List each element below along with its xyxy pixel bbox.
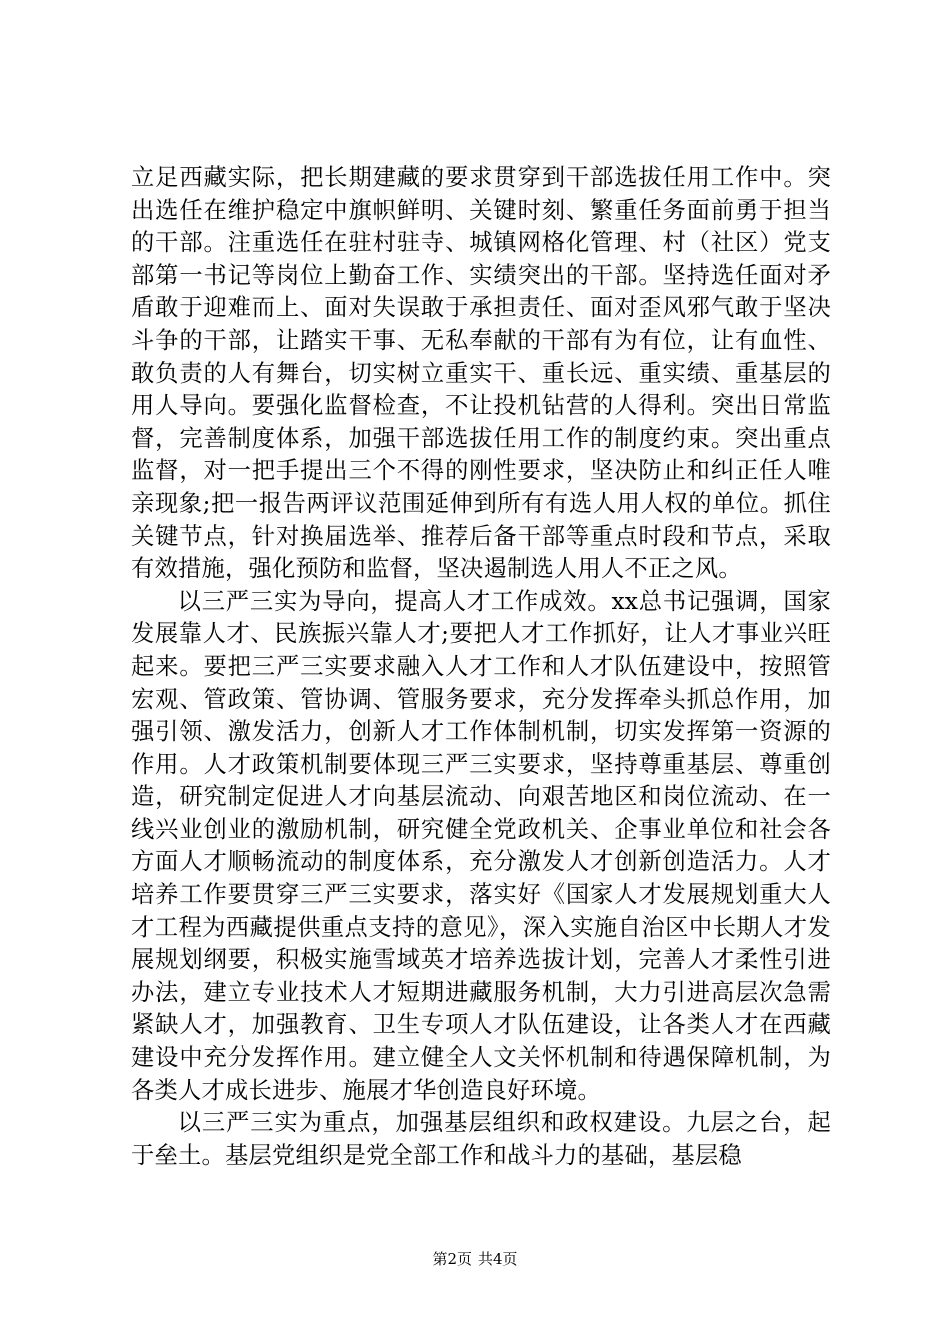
page-footer [0, 1249, 950, 1269]
paragraph-3: 以三严三实为重点，加强基层组织和政权建设。九层之台，起于垒土。基层党组织是党全部工作和战斗力的基础，基层稳 [131, 1109, 831, 1169]
paragraph-2: 以三严三实为导向，提高人才工作成效。xx总书记强调，国家发展靠人才、民族振兴靠人才;要把人才工作抓好，让人才事业兴旺起来。要把三严三实要求融入人才工作和人才队伍建设中，按照管宏观、管政策、管协调、管服务要求，充分发挥牵头抓总作用，加强引领、激发活力，创新人才工作体制机制，切实发挥第一资源的作用。人才政策机制要体现三严三实要求，坚持尊重基层、尊重创造，研究制定促进人才向基层流动、向艰苦地区和岗位流动、在一线兴业创业的激励机制，研究健全党政机关、企事业单位和社会各方面人才顺畅流动的制度体系，充分激发人才创新创造活力。人才培养工作要贯穿三严三实要求，落实好《国家人才发展规划重大人才工程为西藏提供重点支持的意见》，深入实施自治区中长期人才发展规划纲要，积极实施雪域英才培养选拔计划，完善人才柔性引进办法，建立专业技术人才短期进藏服务机制，大力引进高层次急需紧缺人才，加强教育、卫生专项人才队伍建设，让各类人才在西藏建设中充分发挥作用。建立健全人文关怀机制和待遇保障机制，为各类人才成长进步、施展才华创造良好环境。 [131, 587, 831, 1104]
document-body [131, 162, 831, 1172]
page-number: 第2页 [432, 1250, 472, 1268]
page-total: 共4页 [478, 1250, 518, 1268]
paragraph-1: 立足西藏实际，把长期建藏的要求贯穿到干部选拔任用工作中。突出选任在维护稳定中旗帜鲜明、关键时刻、繁重任务面前勇于担当的干部。注重选任在驻村驻寺、城镇网格化管理、村（社区）党支部第一书记等岗位上勤奋工作、实绩突出的干部。坚持选任面对矛盾敢于迎难而上、面对失误敢于承担责任、面对歪风邪气敢于坚决斗争的干部，让踏实干事、无私奉献的干部有为有位，让有血性、敢负责的人有舞台，切实树立重实干、重长远、重实绩、重基层的用人导向。要强化监督检查，不让投机钻营的人得利。突出日常监督，完善制度体系，加强干部选拔任用工作的制度约束。突出重点监督，对一把手提出三个不得的刚性要求，坚决防止和纠正任人唯亲现象;把一报告两评议范围延伸到所有有选人用人权的单位。抓住关键节点，针对换届选举、推荐后备干部等重点时段和节点，采取有效措施，强化预防和监督，坚决遏制选人用人不正之风。 [131, 164, 831, 583]
